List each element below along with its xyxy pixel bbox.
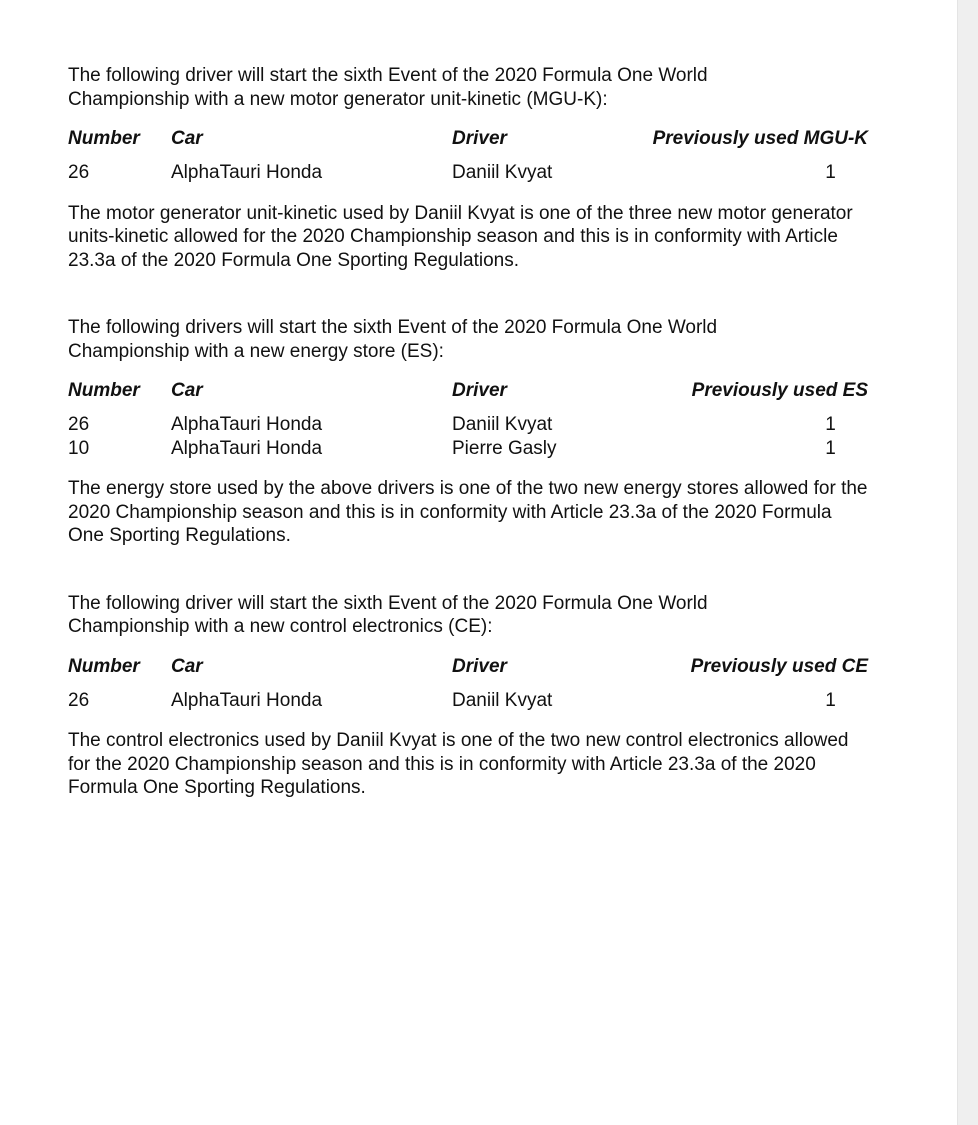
cell-number: 26 xyxy=(68,162,90,183)
cell-previously-used: 1 xyxy=(825,689,836,711)
cell-previously-used: 1 xyxy=(825,437,836,459)
section-note: The energy store used by the above drivers is one of the two new energy stores allowed for the 2020 Championship season and this is in conformity with Article 23.3a of the 2020 Formula One Sporting Regulations. xyxy=(68,478,868,546)
section-note: The control electronics used by Daniil Kvyat is one of the two new control electronics allowed for the 2020 Championship season and this is in conformity with Article 23.3a of the 2020 Formula One Sporting Regulations. xyxy=(68,730,849,798)
header-driver: Driver xyxy=(452,128,507,149)
cell-driver: Daniil Kvyat xyxy=(452,689,553,711)
cell-car: AlphaTauri Honda xyxy=(171,414,323,435)
header-car: Car xyxy=(171,380,203,401)
component-table xyxy=(68,379,868,460)
cell-driver: Daniil Kvyat xyxy=(452,162,553,183)
cell-number: 26 xyxy=(68,414,90,435)
table-row xyxy=(68,689,868,713)
header-driver: Driver xyxy=(452,380,507,401)
cell-previously-used: 1 xyxy=(825,414,836,435)
header-car: Car xyxy=(171,128,203,149)
header-number: Number xyxy=(68,380,140,401)
document-content xyxy=(68,64,888,844)
table-row xyxy=(68,437,868,461)
table-header-row xyxy=(68,127,868,161)
header-number: Number xyxy=(68,128,140,149)
cell-driver: Pierre Gasly xyxy=(452,437,557,459)
section-control-electronics xyxy=(68,592,888,800)
table-header-row xyxy=(68,655,868,689)
table-row xyxy=(68,413,868,437)
section-intro: The following drivers will start the sixth Event of the 2020 Formula One World Championship with a new energy store (ES): xyxy=(68,317,718,362)
cell-previously-used: 1 xyxy=(825,162,836,183)
table-row xyxy=(68,161,868,185)
cell-car: AlphaTauri Honda xyxy=(171,437,323,459)
header-previously-used: Previously used ES xyxy=(691,380,868,401)
section-intro: The following driver will start the sixth Event of the 2020 Formula One World Championship with a new motor generator unit-kinetic (MGU-K): xyxy=(68,65,708,110)
component-table xyxy=(68,655,868,713)
component-table xyxy=(68,127,868,185)
table-header-row xyxy=(68,379,868,413)
header-car: Car xyxy=(171,655,203,677)
cell-number: 10 xyxy=(68,437,90,459)
section-energy-store xyxy=(68,316,888,548)
header-previously-used: Previously used CE xyxy=(690,655,868,677)
section-intro: The following driver will start the sixth Event of the 2020 Formula One World Championship with a new control electronics (CE): xyxy=(68,592,708,637)
header-driver: Driver xyxy=(452,655,507,677)
cell-driver: Daniil Kvyat xyxy=(452,414,553,435)
cell-car: AlphaTauri Honda xyxy=(171,162,323,183)
cell-car: AlphaTauri Honda xyxy=(171,689,323,711)
header-previously-used: Previously used MGU-K xyxy=(652,128,868,149)
section-note: The motor generator unit-kinetic used by Daniil Kvyat is one of the three new motor generator units-kinetic allowed for the 2020 Championship season and this is in conformity with Article 23.3a of the 2020 Formula One Sporting Regulations. xyxy=(68,202,853,271)
scrollbar-track[interactable] xyxy=(957,0,978,1125)
header-number: Number xyxy=(68,655,140,677)
cell-number: 26 xyxy=(68,689,90,711)
section-mgu-k xyxy=(68,64,888,272)
